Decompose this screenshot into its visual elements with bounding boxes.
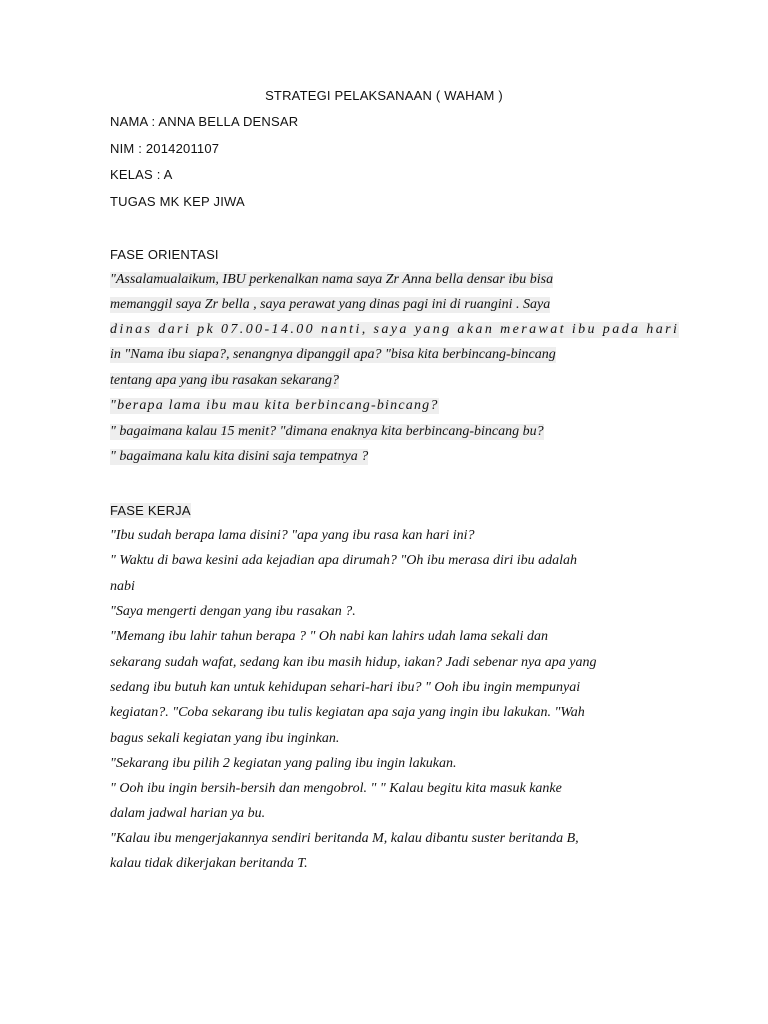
work-line: " Ooh ibu ingin bersih-bersih dan mengobrol. " " Kalau begitu kita masuk kanke <box>110 781 562 796</box>
work-line: "Sekarang ibu pilih 2 kegiatan yang paling ibu ingin lakukan. <box>110 756 457 771</box>
work-line: sedang ibu butuh kan untuk kehidupan sehari-hari ibu? " Ooh ibu ingin mempunyai <box>110 680 581 695</box>
work-line: dalam jadwal harian ya bu. <box>110 806 266 821</box>
orientation-line: dinas dari pk 07.00-14.00 nanti, saya yang akan merawat ibu pada hari <box>110 322 680 337</box>
work-line: " Waktu di bawa kesini ada kejadian apa dirumah? "Oh ibu merasa diri ibu adalah <box>110 553 578 568</box>
work-line: nabi <box>110 579 135 594</box>
work-line: bagus sekali kegiatan yang ibu inginkan. <box>110 731 340 746</box>
orientation-line: " bagaimana kalu kita disini saja tempatnya ? <box>110 449 369 464</box>
orientation-line: " bagaimana kalau 15 menit? "dimana enaknya kita berbincang-bincang bu? <box>110 424 544 439</box>
orientation-line: tentang apa yang ibu rasakan sekarang? <box>110 373 340 388</box>
work-line: "Kalau ibu mengerjakannya sendiri beritanda M, kalau dibantu suster beritanda B, <box>110 831 579 846</box>
student-class: KELAS : A <box>110 167 173 182</box>
document-title: STRATEGI PELAKSANAAN ( WAHAM ) <box>265 88 503 103</box>
work-line: kegiatan?. "Coba sekarang ibu tulis kegiatan apa saja yang ingin ibu lakukan. "Wah <box>110 705 585 720</box>
orientation-line: in "Nama ibu siapa?, senangnya dipanggil apa? "bisa kita berbincang-bincang <box>110 347 556 362</box>
student-nim: NIM : 2014201107 <box>110 141 220 156</box>
work-line: "Memang ibu lahir tahun berapa ? " Oh nabi kan lahirs udah lama sekali dan <box>110 629 548 644</box>
orientation-line: "berapa lama ibu mau kita berbincang-bincang? <box>110 398 439 413</box>
student-name: NAMA : ANNA BELLA DENSAR <box>110 114 299 129</box>
assignment-name: TUGAS MK KEP JIWA <box>110 194 245 209</box>
work-line: kalau tidak dikerjakan beritanda T. <box>110 856 308 871</box>
work-line: sekarang sudah wafat, sedang kan ibu masih hidup, iakan? Jadi sebenar nya apa yang <box>110 655 597 670</box>
orientation-line: "Assalamualaikum, IBU perkenalkan nama saya Zr Anna bella densar ibu bisa <box>110 272 554 287</box>
orientation-line: memanggil saya Zr bella , saya perawat yang dinas pagi ini di ruangini . Saya <box>110 297 551 312</box>
work-line: "Ibu sudah berapa lama disini? "apa yang ibu rasa kan hari ini? <box>110 528 475 543</box>
work-line: "Saya mengerti dengan yang ibu rasakan ?. <box>110 604 356 619</box>
orientation-heading: FASE ORIENTASI <box>110 247 219 262</box>
work-phase-heading: FASE KERJA <box>110 503 191 518</box>
